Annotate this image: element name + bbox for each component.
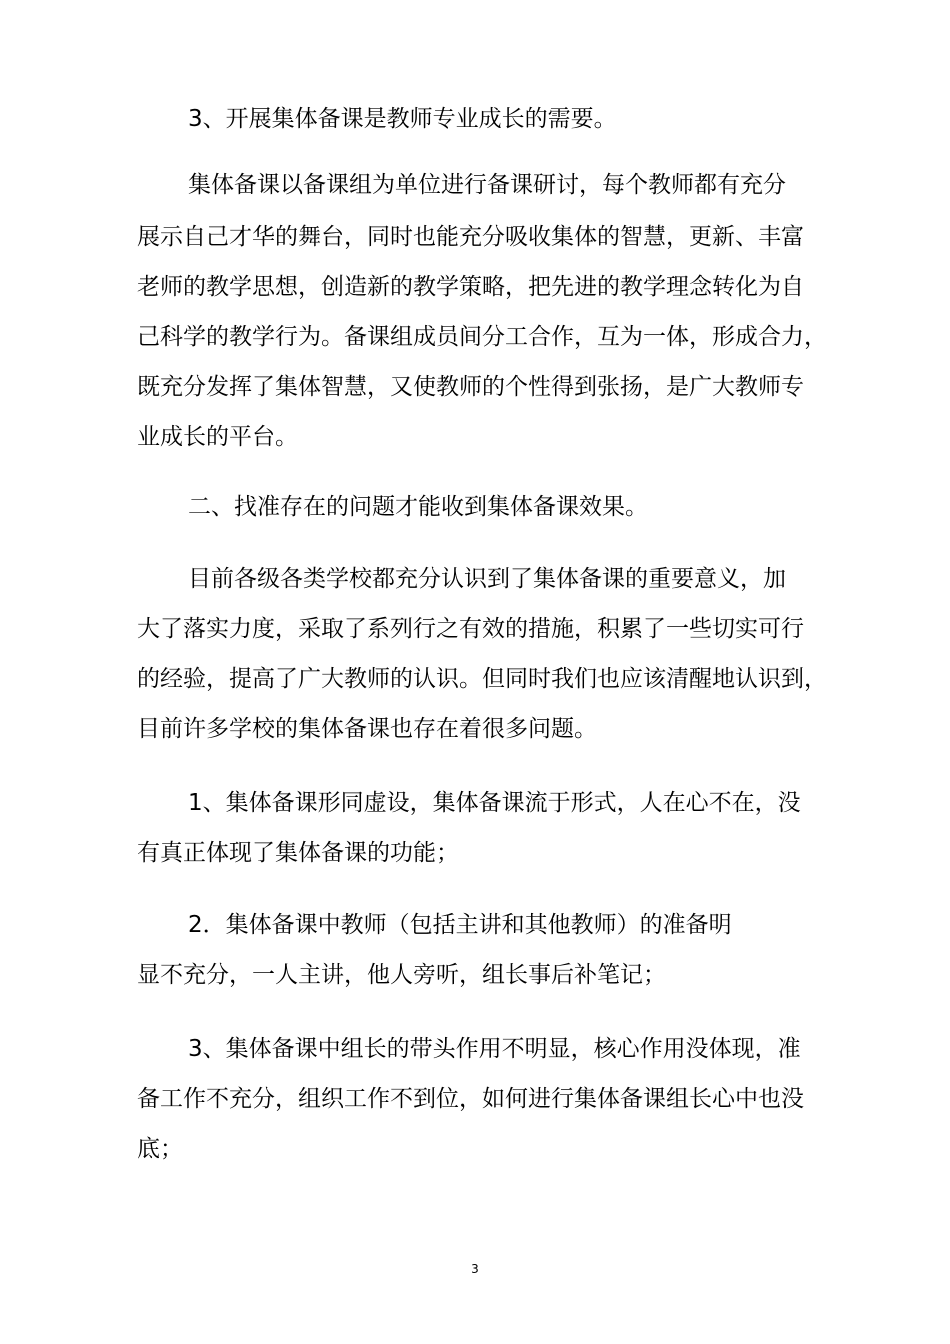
paragraph-line: 业成长的平台。 [137,424,298,450]
paragraph-line: 的经验，提高了广大教师的认识。但同时我们也应该清醒地认识到， [137,666,827,692]
list-item-line: 显不充分，一人主讲，他人旁听，组长事后补笔记； [137,962,666,988]
heading-line: 3、开展集体备课是教师专业成长的需要。 [188,106,617,132]
paragraph-line: 既充分发挥了集体智慧，又使教师的个性得到张扬，是广大教师专 [137,374,804,400]
paragraph-line: 己科学的教学行为。备课组成员间分工合作，互为一体，形成合力， [137,324,827,350]
paragraph-line: 大了落实力度，采取了系列行之有效的措施，积累了一些切实可行 [137,616,804,642]
list-item-line: 有真正体现了集体备课的功能； [137,840,459,866]
list-item-line: 1、集体备课形同虚设，集体备课流于形式，人在心不在，没 [188,790,801,816]
list-item-line: 2．集体备课中教师（包括主讲和其他教师）的准备明 [188,912,732,938]
paragraph-line: 目前各级各类学校都充分认识到了集体备课的重要意义，加 [188,566,786,592]
paragraph-line: 展示自己才华的舞台，同时也能充分吸收集体的智慧，更新、丰富 [137,224,804,250]
page-number: 3 [471,1262,479,1276]
list-item-line: 底； [137,1136,183,1162]
paragraph-line: 集体备课以备课组为单位进行备课研讨，每个教师都有充分 [188,172,786,198]
paragraph-line: 老师的教学思想，创造新的教学策略，把先进的教学理念转化为自 [137,274,804,300]
heading-line: 二、找准存在的问题才能收到集体备课效果。 [188,494,648,520]
paragraph-line: 目前许多学校的集体备课也存在着很多问题。 [137,716,597,742]
list-item-line: 备工作不充分，组织工作不到位，如何进行集体备课组长心中也没 [137,1086,804,1112]
list-item-line: 3、集体备课中组长的带头作用不明显，核心作用没体现，准 [188,1036,801,1062]
